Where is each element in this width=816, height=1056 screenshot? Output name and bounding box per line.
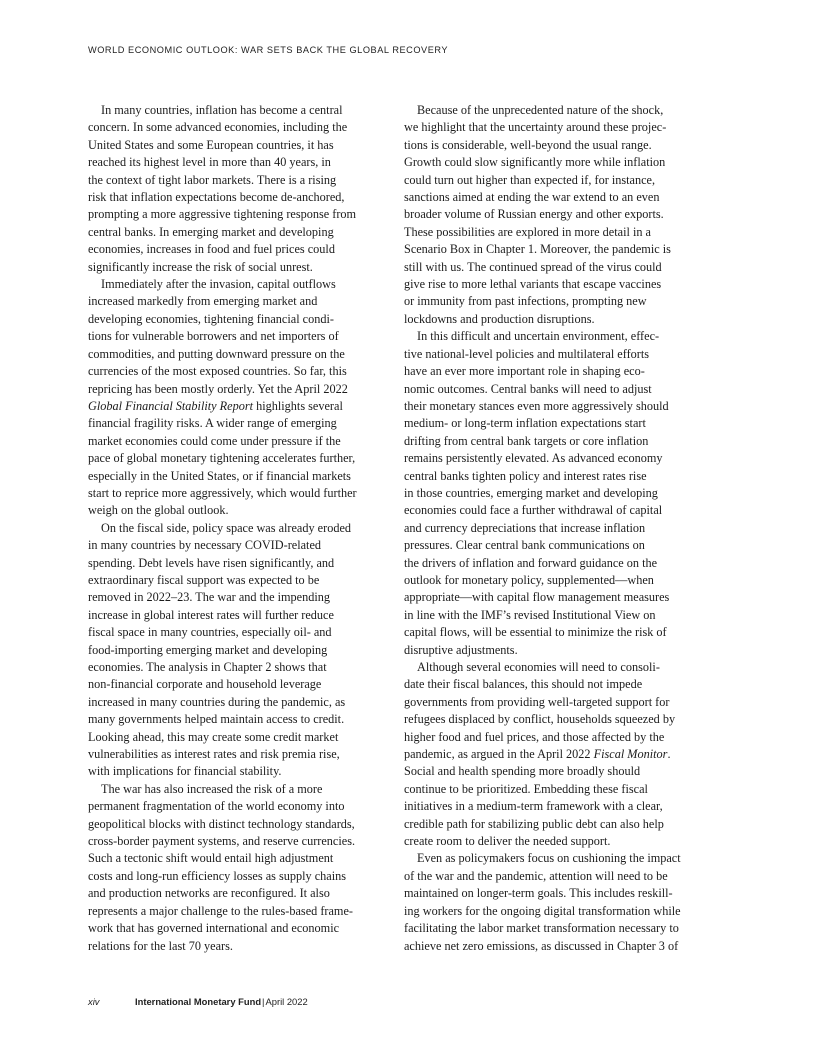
text-line: Although several economies will need to consoli-	[417, 660, 660, 674]
text-line: fiscal space in many countries, especially oil- and	[88, 625, 332, 640]
text-line: Social and health spending more broadly should	[404, 764, 641, 779]
text-line: geopolitical blocks with distinct technology standards,	[88, 816, 355, 831]
left-paragraph	[88, 276, 380, 520]
text-line: capital flows, will be essential to minimize the risk of	[404, 625, 667, 640]
text-line: and production networks are reconfigured. It also	[88, 886, 330, 901]
text-line: economies. The analysis in Chapter 2 shows that	[88, 660, 327, 674]
page-number: xiv	[88, 996, 100, 1007]
text-line: appropriate—with capital flow management measures	[404, 590, 670, 605]
text-line: initiatives in a medium-term framework with a clear,	[404, 799, 663, 814]
publisher-name: International Monetary Fund	[135, 996, 262, 1007]
text-line: their monetary stances even more aggressively should	[404, 398, 669, 413]
text-line: in many countries by necessary COVID-related	[88, 538, 322, 553]
text-line: facilitating the labor market transformation necessary to	[404, 921, 679, 936]
text-line: achieve net zero emissions, as discussed in Chapter 3 of	[404, 938, 679, 953]
text-line: Even as policymakers focus on cushioning the impact	[417, 851, 681, 866]
text-line: spending. Debt levels have risen significantly, and	[88, 555, 335, 570]
text-line: increase in global interest rates will further reduce	[88, 607, 334, 622]
publication-date: April 2022	[265, 996, 308, 1007]
text-line: Because of the unprecedented nature of the shock,	[417, 103, 664, 117]
text-line: and currency depreciations that increase inflation	[404, 520, 646, 535]
text-line: or immunity from past infections, prompting new	[404, 294, 647, 309]
text-line: repricing has been mostly orderly. Yet the April 2022	[88, 381, 348, 396]
text-line: Growth could slow significantly more while inflation	[404, 155, 666, 170]
text-line: vulnerabilities as interest rates and risk premia rise,	[88, 747, 340, 762]
text-line: ing workers for the ongoing digital transformation while	[404, 903, 681, 918]
text-line: financial fragility risks. A wider range of emerging	[88, 416, 337, 431]
text-line: tions is considerable, well-beyond the usual range.	[404, 137, 652, 152]
text-line: outlook for monetary policy, supplemented—when	[404, 572, 654, 587]
text-line: with implications for financial stability.	[88, 764, 282, 779]
text-line: broader volume of Russian energy and other exports.	[404, 207, 664, 222]
running-head: WORLD ECONOMIC OUTLOOK: WAR SETS BACK THE GLOBAL RECOVERY	[88, 45, 449, 55]
text-line: medium- or long-term inflation expectations start	[404, 416, 646, 431]
text-line: higher food and fuel prices, and those affected by the	[404, 729, 665, 744]
text-line: Immediately after the invasion, capital outflows	[101, 277, 336, 292]
text-line: increased in many countries during the pandemic, as	[88, 694, 346, 709]
text-line: costs and long-run efficiency losses as supply chains	[88, 868, 346, 883]
right-paragraph	[404, 102, 696, 328]
text-line: increased markedly from emerging market and	[88, 294, 318, 309]
text-line: especially in the United States, or if financial markets	[88, 468, 351, 483]
text-line: refugees displaced by conflict, households squeezed by	[404, 712, 676, 727]
text-line: nomic outcomes. Central banks will need to adjust	[404, 381, 652, 396]
text-line: Global Financial Stability Report highlights several	[88, 398, 343, 413]
text-line: in line with the IMF’s revised Institutional View on	[404, 607, 656, 622]
text-line: give rise to more lethal variants that escape vaccines	[404, 277, 662, 292]
text-line: central banks tighten policy and interest rates rise	[404, 468, 647, 483]
right-paragraph	[404, 659, 696, 850]
text-line: prompting a more aggressive tightening response from	[88, 207, 357, 222]
text-line: drifting from central bank targets or core inflation	[404, 433, 649, 448]
text-line: we highlight that the uncertainty around these projec-	[404, 120, 667, 135]
text-line: could turn out higher than expected if, for instance,	[404, 172, 656, 187]
text-line: continue to be prioritized. Embedding these fiscal	[404, 781, 648, 796]
right-paragraph	[404, 328, 696, 659]
text-line: food-importing emerging market and developing	[88, 642, 328, 657]
text-line: relations for the last 70 years.	[88, 938, 233, 953]
text-line: currencies of the most exposed countries. So far, this	[88, 364, 347, 379]
text-line: market economies could come under pressure if the	[88, 433, 341, 448]
text-line: the drivers of inflation and forward guidance on the	[404, 555, 658, 570]
text-line: of the war and the pandemic, attention will need to be	[404, 868, 668, 883]
text-line: commodities, and putting downward pressure on the	[88, 346, 345, 361]
text-line: tive national-level policies and multilateral efforts	[404, 346, 650, 361]
text-line: weigh on the global outlook.	[88, 503, 229, 518]
left-paragraph	[88, 781, 380, 955]
text-line: United States and some European countries, it has	[88, 137, 334, 152]
text-line: The war has also increased the risk of a more	[101, 781, 323, 796]
text-line: work that has governed international and economic	[88, 921, 340, 936]
text-line: On the fiscal side, policy space was already eroded	[101, 520, 352, 535]
text-line: significantly increase the risk of social unrest.	[88, 259, 313, 274]
page-footer	[88, 996, 308, 1007]
text-line: date their fiscal balances, this should not impede	[404, 677, 643, 692]
text-line: lockdowns and production disruptions.	[404, 311, 595, 326]
text-line: Scenario Box in Chapter 1. Moreover, the pandemic is	[404, 242, 671, 257]
text-line: pace of global monetary tightening accelerates further,	[88, 451, 356, 466]
text-line: reached its highest level in more than 40 years, in	[88, 155, 331, 170]
text-line: non-financial corporate and household leverage	[88, 677, 322, 692]
text-line: pandemic, as argued in the April 2022 Fiscal Monitor.	[404, 747, 671, 762]
text-line: create room to deliver the needed support.	[404, 834, 611, 849]
text-line: credible path for stabilizing public debt can also help	[404, 816, 664, 831]
text-line: permanent fragmentation of the world economy into	[88, 799, 345, 814]
text-line: Looking ahead, this may create some credit market	[88, 729, 339, 744]
text-line: the context of tight labor markets. There is a rising	[88, 172, 337, 187]
text-line: start to reprice more aggressively, which would further	[88, 485, 357, 500]
text-line: represents a major challenge to the rules-based frame-	[88, 903, 353, 918]
text-line: removed in 2022–23. The war and the impending	[88, 590, 330, 605]
text-line: extraordinary fiscal support was expected to be	[88, 572, 320, 587]
right-paragraph	[404, 850, 696, 954]
text-line: cross-border payment systems, and reserve currencies.	[88, 834, 356, 849]
text-line: In many countries, inflation has become a central	[101, 103, 343, 117]
right-column	[404, 102, 696, 955]
text-line: In this difficult and uncertain environment, effec-	[417, 329, 660, 344]
text-line: maintained on longer-term goals. This includes reskill-	[404, 886, 673, 901]
text-line: tions for vulnerable borrowers and net importers of	[88, 329, 339, 344]
text-line: developing economies, tightening financial condi-	[88, 311, 334, 326]
text-line: still with us. The continued spread of the virus could	[404, 259, 662, 274]
text-line: disruptive adjustments.	[404, 642, 518, 657]
text-line: have an ever more important role in shaping eco-	[404, 364, 645, 379]
text-line: governments from providing well-targeted support for	[404, 694, 670, 709]
text-line: economies could face a further withdrawal of capital	[404, 503, 663, 518]
footer-separator: |	[262, 996, 265, 1007]
text-line: central banks. In emerging market and developing	[88, 224, 334, 239]
text-line: risk that inflation expectations become de-anchored,	[88, 190, 345, 205]
text-line: pressures. Clear central bank communications on	[404, 538, 645, 553]
left-paragraph	[88, 102, 380, 276]
text-line: sanctions aimed at ending the war extend to an even	[404, 190, 660, 205]
text-line: Such a tectonic shift would entail high adjustment	[88, 851, 334, 866]
text-line: remains persistently elevated. As advanced economy	[404, 451, 663, 466]
text-line: economies, increases in food and fuel prices could	[88, 242, 335, 257]
text-line: concern. In some advanced economies, including the	[88, 120, 348, 135]
text-line: These possibilities are explored in more detail in a	[404, 224, 651, 239]
left-column	[88, 102, 380, 955]
text-line: in those countries, emerging market and developing	[404, 485, 658, 500]
text-line: many governments helped maintain access to credit.	[88, 712, 345, 727]
left-paragraph	[88, 520, 380, 781]
